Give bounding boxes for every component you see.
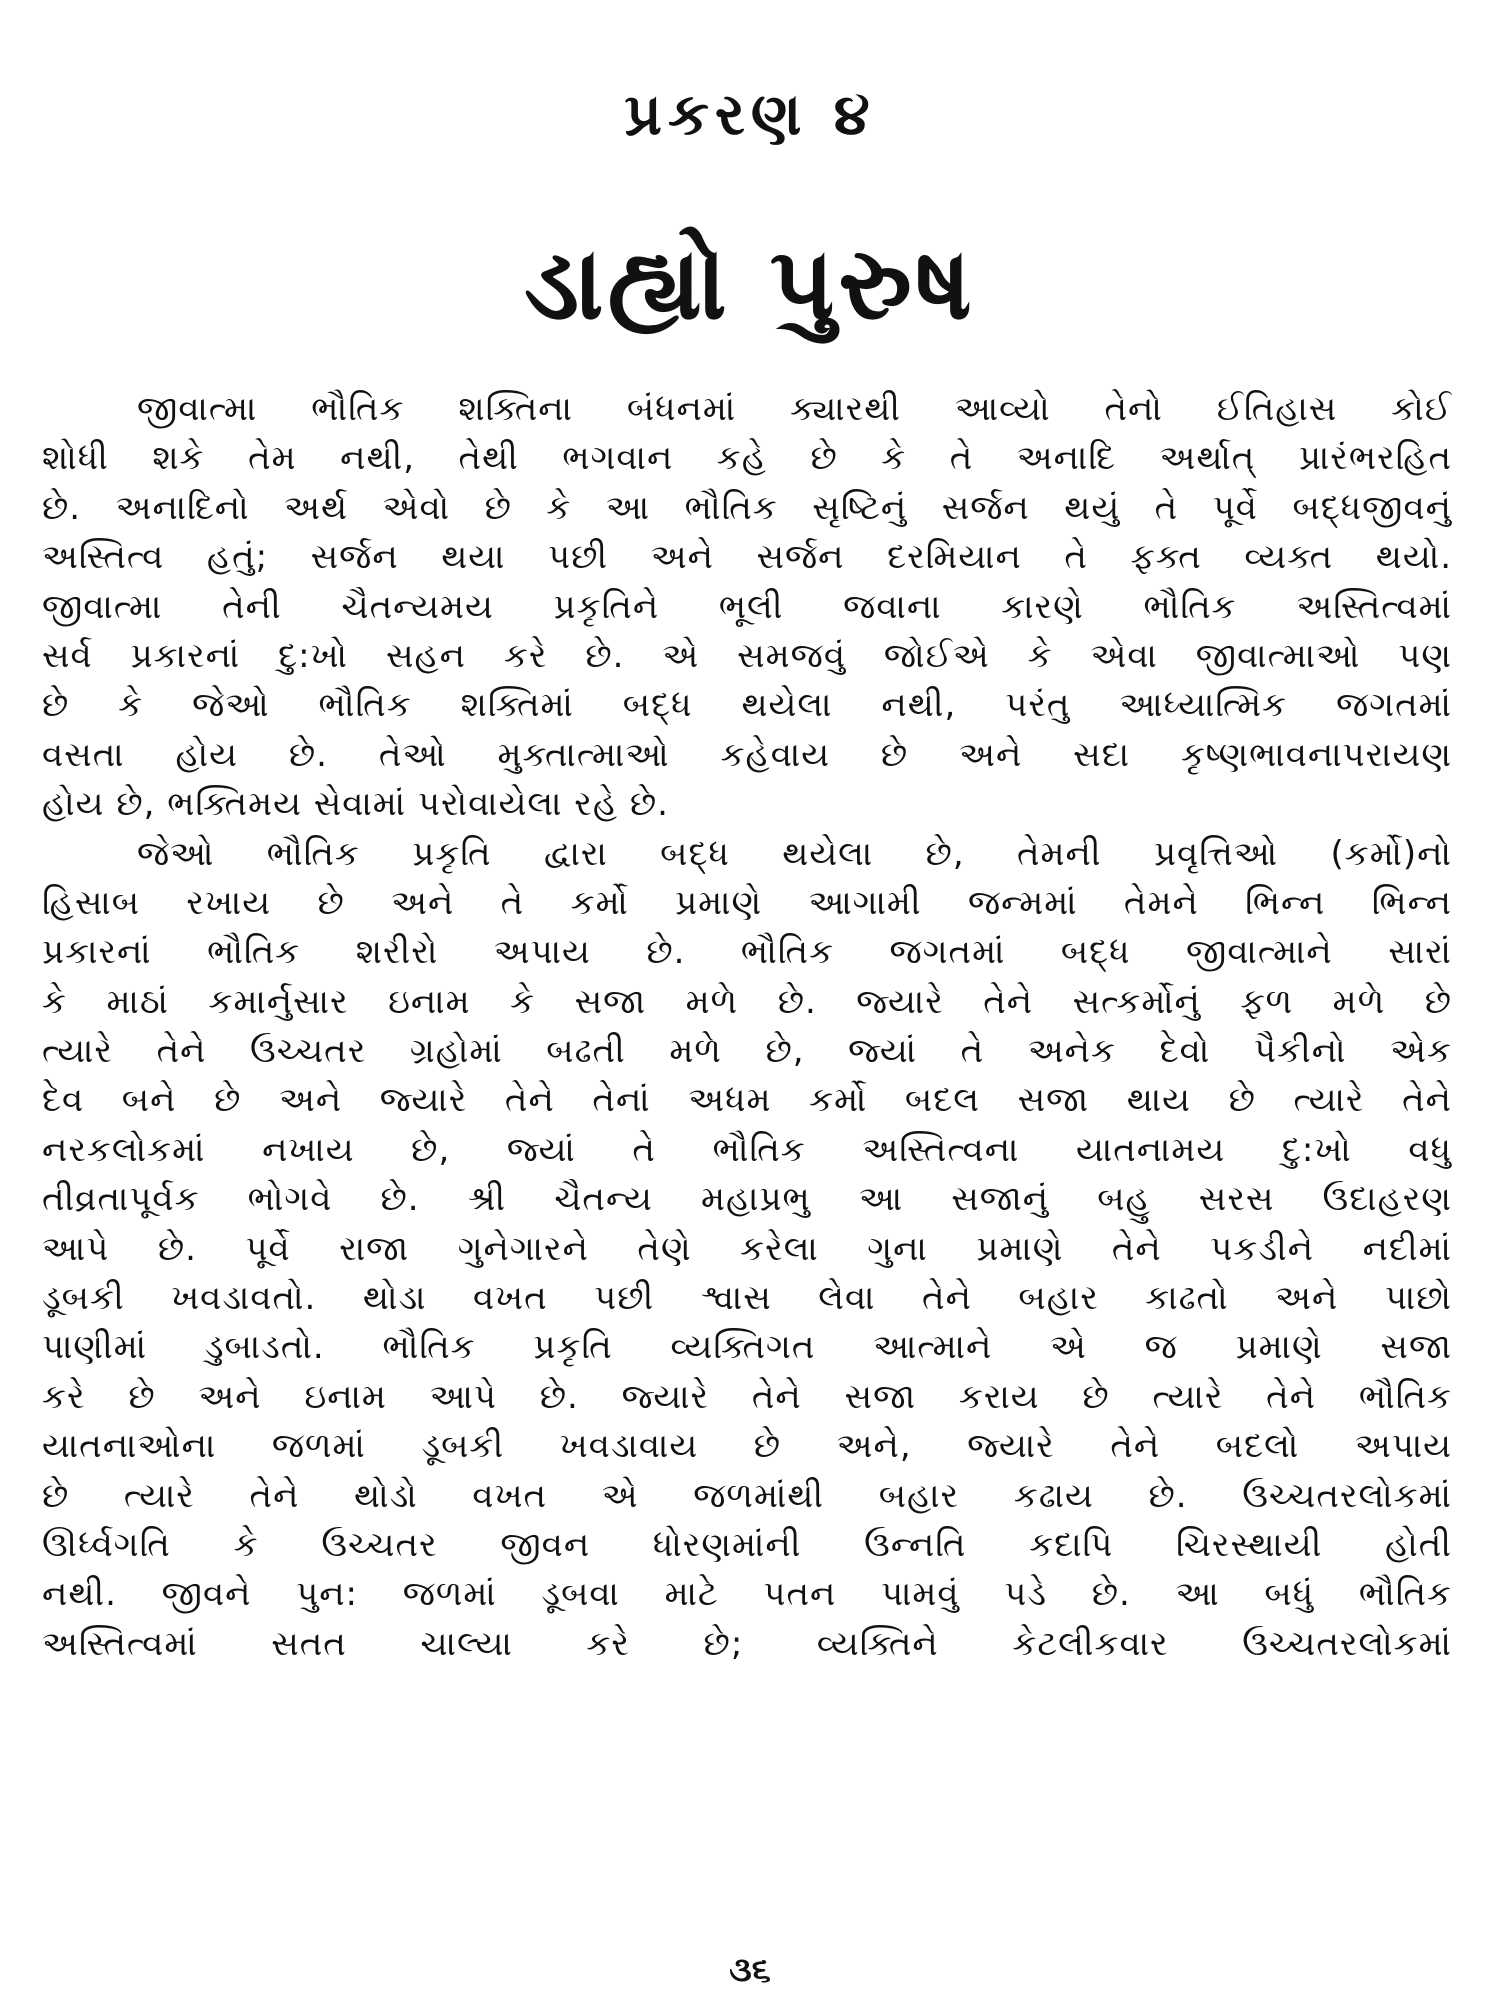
text-line: પ્રકારનાં ભૌતિક શરીરો અપાય છે. ભૌતિક જગતમાં બદ્ધ જીવાત્માને સારાં [42, 932, 1452, 973]
text-line: યાતનાઓના જળમાં ડૂબકી ખવડાવાય છે અને, જ્યારે તેને બદલો અપાય [42, 1426, 1452, 1467]
text-line: દેવ બને છે અને જ્યારે તેને તેનાં અધમ કર્મો બદલ સજા થાય છે ત્યારે તેને [42, 1080, 1452, 1121]
text-line: હિસાબ રખાય છે અને તે કર્મો પ્રમાણે આગામી જન્મમાં તેમને ભિન્ન ભિન્ન [42, 882, 1452, 923]
text-line: છે. અનાદિનો અર્થ એવો છે કે આ ભૌતિક સૃષ્ટિનું સર્જન થયું તે પૂર્વે બદ્ધજીવનું [42, 487, 1452, 528]
page-number: ૩૬ [729, 1950, 771, 1990]
text-line: જીવાત્મા તેની ચૈતન્યમય પ્રકૃતિને ભૂલી જવાના કારણે ભૌતિક અસ્તિત્વમાં [42, 586, 1452, 627]
text-line: અસ્તિત્વ હતું; સર્જન થયા પછી અને સર્જન દરમિયાન તે ફક્ત વ્યક્ત થયો. [42, 537, 1452, 578]
text-line: સર્વ પ્રકારનાં દુ:ખો સહન કરે છે. એ સમજવું જોઈએ કે એવા જીવાત્માઓ પણ [42, 635, 1452, 676]
chapter-label: પ્રકરણ ૪ [624, 80, 876, 148]
text-line: કે માઠાં કમાર્નુસાર ઇનામ કે સજા મળે છે. જ્યારે તેને સત્કર્મોનું ફળ મળે છે [42, 981, 1452, 1022]
text-line: પાણીમાં ડુબાડતો. ભૌતિક પ્રકૃતિ વ્યક્તિગત આત્માને એ જ પ્રમાણે સજા [42, 1327, 1452, 1368]
text-line: ડૂબકી ખવડાવતો. થોડા વખત પછી શ્વાસ લેવા તેને બહાર કાઢતો અને પાછો [42, 1278, 1452, 1319]
body-text [42, 385, 1452, 1669]
text-line: ત્યારે તેને ઉચ્ચતર ગ્રહોમાં બઢતી મળે છે, જ્યાં તે અનેક દેવો પૈકીનો એક [42, 1031, 1452, 1072]
text-line: હોય છે, ભક્તિમય સેવામાં પરોવાયેલા રહે છે. [42, 784, 669, 825]
text-line: છે કે જેઓ ભૌતિક શક્તિમાં બદ્ધ થયેલા નથી, પરંતુ આધ્યાત્મિક જગતમાં [42, 685, 1452, 726]
text-line: નથી. જીવને પુન: જળમાં ડૂબવા માટે પતન પામવું પડે છે. આ બધું ભૌતિક [42, 1574, 1452, 1615]
text-line: આપે છે. પૂર્વે રાજા ગુનેગારને તેણે કરેલા ગુના પ્રમાણે તેને પકડીને નદીમાં [42, 1228, 1452, 1269]
text-line: તીવ્રતાપૂર્વક ભોગવે છે. શ્રી ચૈતન્ય મહાપ્રભુ આ સજાનું બહુ સરસ ઉદાહરણ [42, 1179, 1452, 1220]
text-line: કરે છે અને ઇનામ આપે છે. જ્યારે તેને સજા કરાય છે ત્યારે તેને ભૌતિક [42, 1376, 1452, 1417]
text-line: જીવાત્મા ભૌતિક શક્તિના બંધનમાં ક્યારથી આવ્યો તેનો ઈતિહાસ કોઈ [137, 389, 1452, 429]
text-line: અસ્તિત્વમાં સતત ચાલ્યા કરે છે; વ્યક્તિને કેટલીકવાર ઉચ્ચતરલોકમાં [42, 1623, 1452, 1664]
text-line: નરકલોકમાં નખાય છે, જ્યાં તે ભૌતિક અસ્તિત્વના યાતનામય દુ:ખો વધુ [42, 1129, 1452, 1170]
chapter-title: ડાહ્યો પુરુષ [524, 225, 976, 342]
text-line: શોધી શકે તેમ નથી, તેથી ભગવાન કહે છે કે તે અનાદિ અર્થાત્ પ્રારંભરહિત [42, 438, 1452, 479]
text-line: ઊર્ધ્વગતિ કે ઉચ્ચતર જીવન ધોરણમાંની ઉન્નતિ કદાપિ ચિરસ્થાયી હોતી [42, 1524, 1452, 1565]
text-line: છે ત્યારે તેને થોડો વખત એ જળમાંથી બહાર કઢાય છે. ઉચ્ચતરલોકમાં [42, 1475, 1452, 1516]
text-line: વસતા હોય છે. તેઓ મુક્તાત્માઓ કહેવાય છે અને સદા કૃષ્ણભાવનાપરાયણ [42, 734, 1452, 775]
text-line: જેઓ ભૌતિક પ્રકૃતિ દ્વારા બદ્ધ થયેલા છે, તેમની પ્રવૃત્તિઓ (કર્મો)નો [137, 833, 1452, 874]
